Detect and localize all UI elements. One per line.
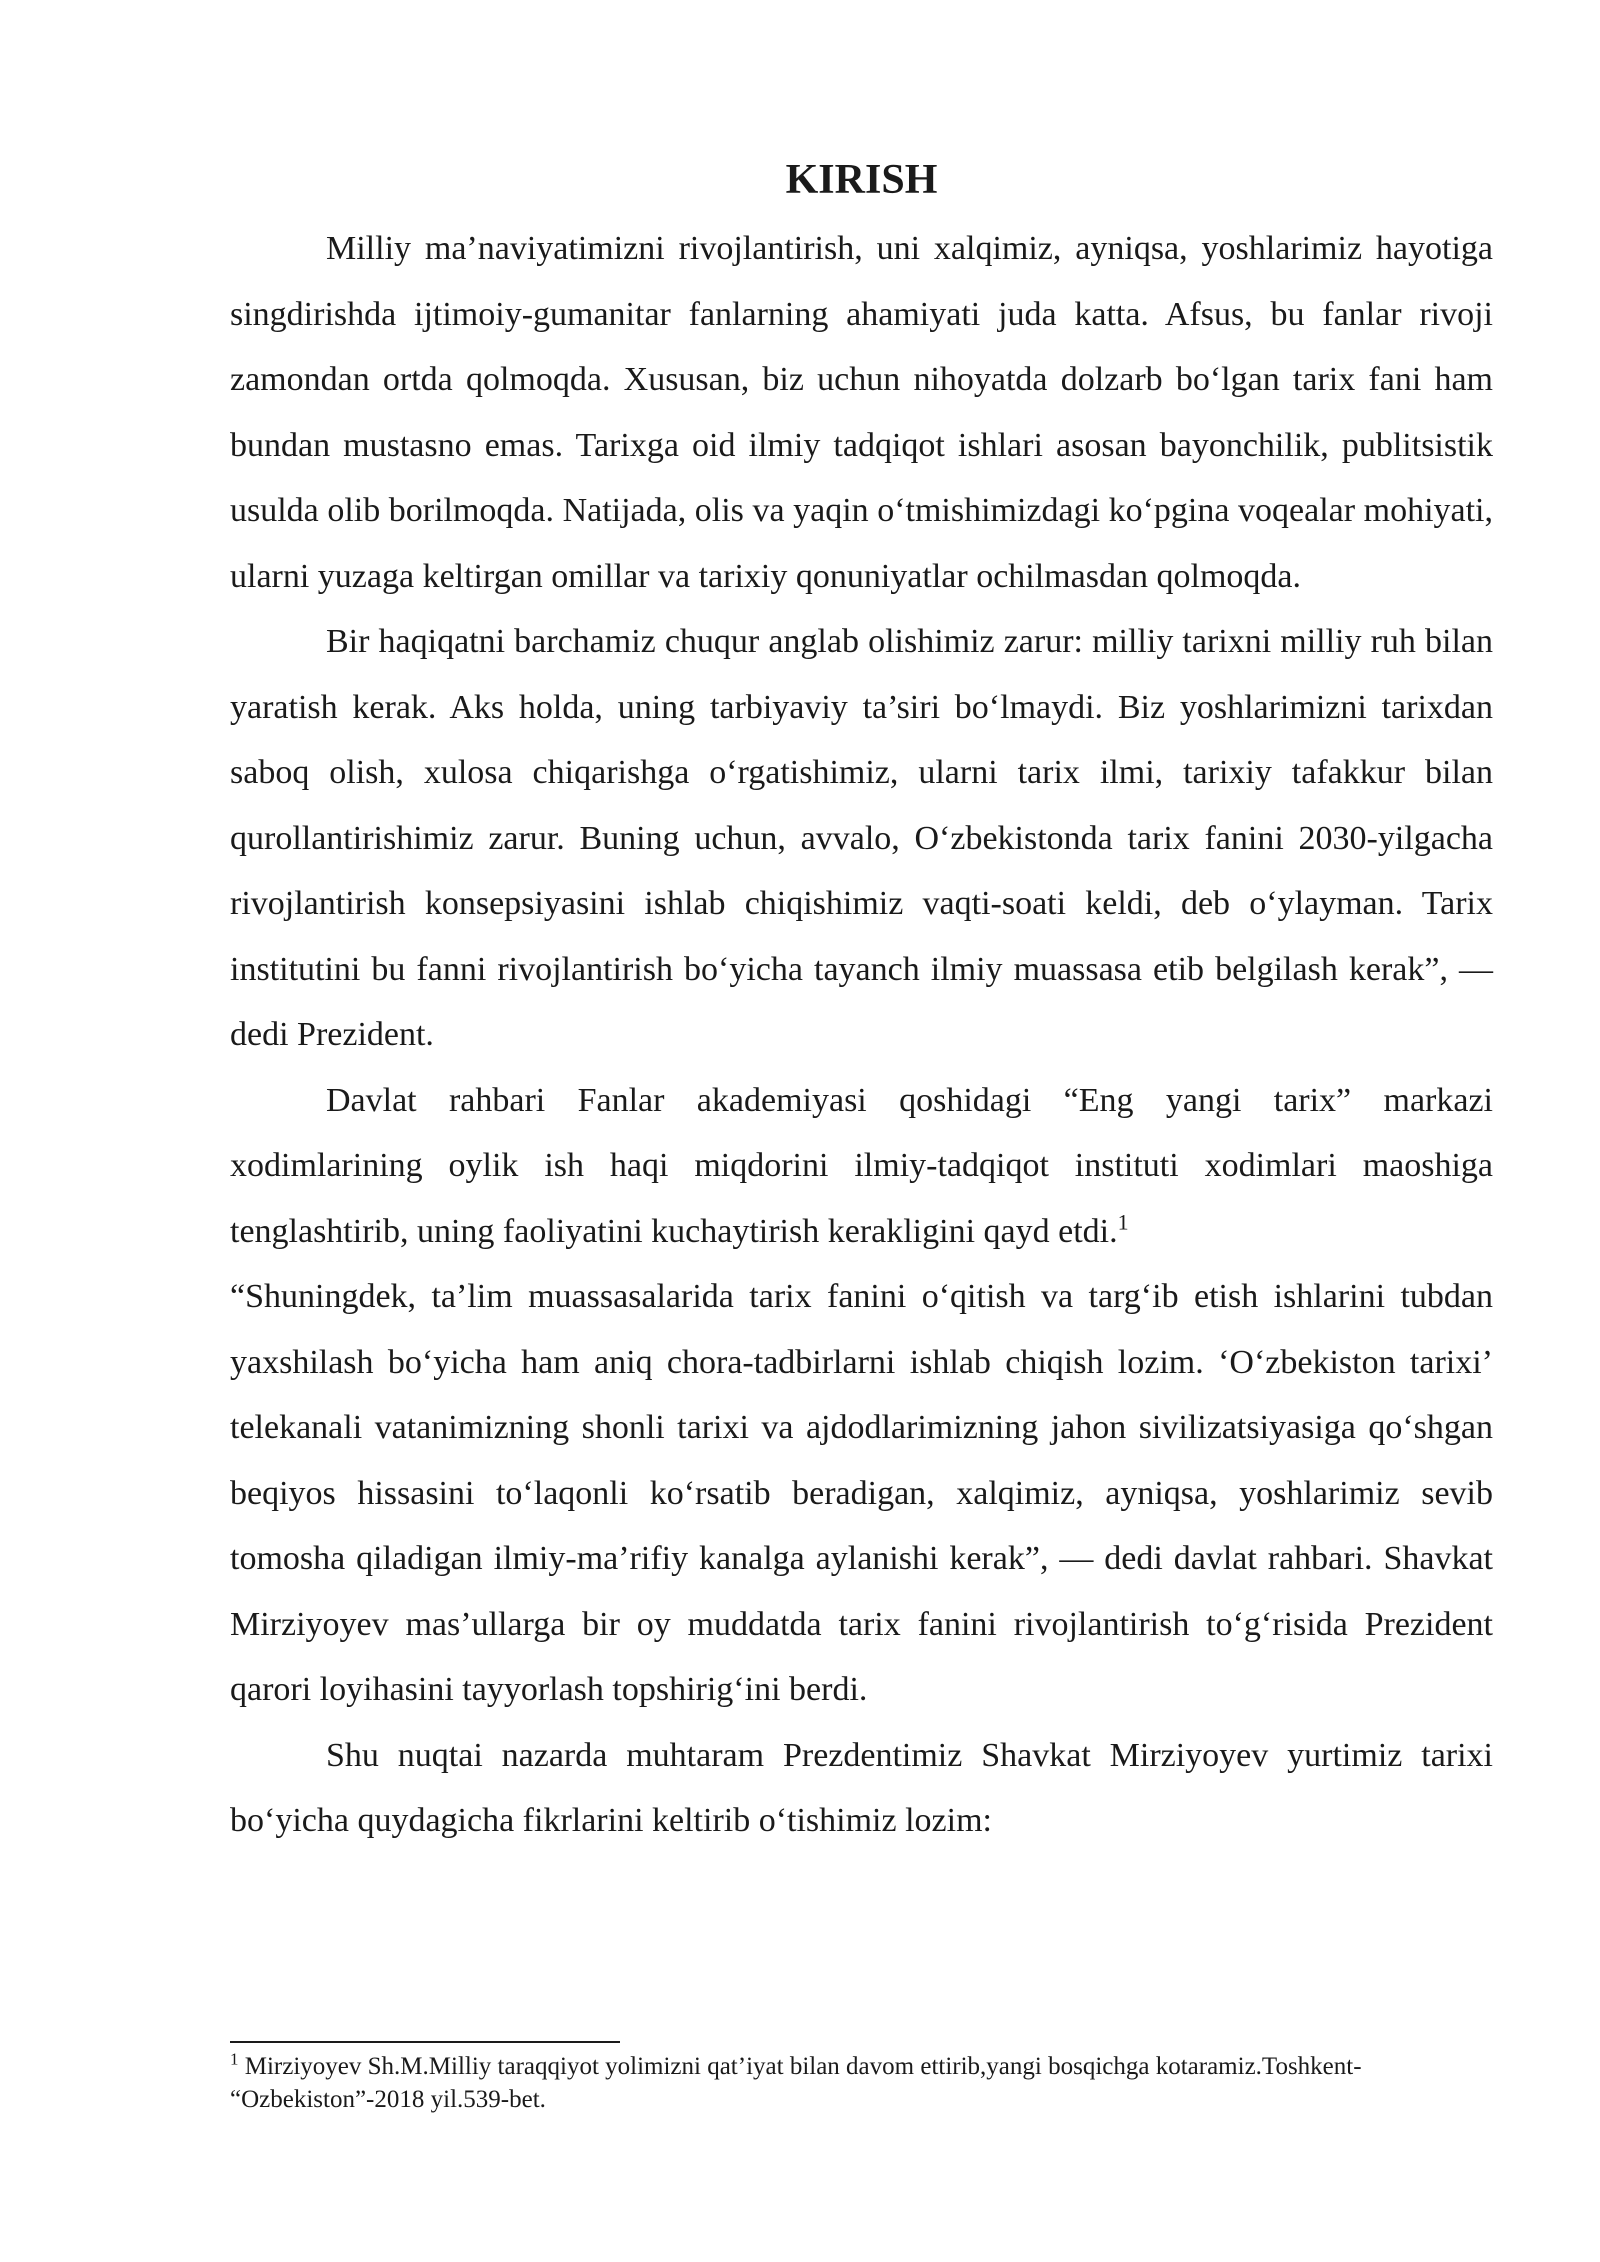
paragraph-2: Bir haqiqatni barchamiz chuqur anglab olishimiz zarur: milliy tarixni milliy ruh bilan yaratish kerak. Aks holda, uning tarbiyaviy ta’siri bo‘lmaydi. Biz yoshlarimizni tarixdan saboq olish, xulosa chiqarishga o‘rgatishimiz, ularni tarix ilmi, tarixiy tafakkur bilan qurollantirishimiz zarur. Buning uchun, avvalo, O‘zbekistonda tarix fanini 2030-yilgacha rivojlantirish konsepsiyasini ishlab chiqishimiz vaqti-soati keldi, deb o‘ylayman. Tarix institutini bu fanni rivojlantirish bo‘yicha tayanch ilmiy muassasa etib belgilash kerak”, — dedi Prezident.: [230, 623, 1493, 1053]
document-body: [230, 150, 1493, 1854]
page-title: KIRISH: [785, 157, 938, 203]
footnote-separator: [230, 2041, 620, 2043]
paragraph-1: Milliy ma’naviyatimizni rivojlantirish, uni xalqimiz, ayniqsa, yoshlarimiz hayotiga singdirishda ijtimoiy-gumanitar fanlarning ahamiyati juda katta. Afsus, bu fanlar rivoji zamondan ortda qolmoqda. Xususan, biz uchun nihoyatda dolzarb bo‘lgan tarix fani ham bundan mustasno emas. Tarixga oid ilmiy tadqiqot ishlari asosan bayonchilik, publitsistik usulda olib borilmoqda. Natijada, olis va yaqin o‘tmishimizdagi ko‘pgina voqealar mohiyati, ularni yuzaga keltirgan omillar va tarixiy qonuniyatlar ochilmasdan qolmoqda.: [230, 230, 1493, 595]
footnote-mark: 1: [230, 2049, 239, 2069]
paragraph-3-text: Davlat rahbari Fanlar akademiyasi qoshidagi “Eng yangi tarix” markazi xodimlarining oylik ish haqi miqdorini ilmiy-tadqiqot instituti xodimlari maoshiga tenglashtirib, uning faoliyatini kuchaytirish kerakligini qayd etdi.: [230, 1081, 1493, 1250]
paragraph-5: Shu nuqtai nazarda muhtaram Prezdentimiz Shavkat Mirziyoyev yurtimiz tarixi bo‘yicha quydagicha fikrlarini keltirib o‘tishimiz lozim:: [230, 1736, 1493, 1839]
footnote-reference[interactable]: 1: [1117, 1209, 1129, 1235]
footnote-text: Mirziyoyev Sh.M.Milliy taraqqiyot yolimizni qat’iyat bilan davom ettirib,yangi bosqichga kotaramiz.Toshkent- “Ozbekiston”-2018 yil.539-bet.: [230, 2053, 1362, 2113]
footnote: [230, 2050, 1493, 2116]
paragraph-4: “Shuningdek, ta’lim muassasalarida tarix fanini o‘qitish va targ‘ib etish ishlarini tubdan yaxshilash bo‘yicha ham aniq chora-tadbirlarni ishlab chiqish lozim. ‘O‘zbekiston tarixi’ telekanali vatanimizning shonli tarixi va ajdodlarimizning jahon sivilizatsiyasiga qo‘shgan beqiyos hissasini to‘laqonli ko‘rsatib beradigan, xalqimiz, ayniqsa, yoshlarimiz sevib tomosha qiladigan ilmiy-ma’rifiy kanalga aylanishi kerak”, — dedi davlat rahbari. Shavkat Mirziyoyev mas’ullarga bir oy muddatda tarix fanini rivojlantirish to‘g‘risida Prezident qarori loyihasini tayyorlash topshirig‘ini berdi.: [230, 1278, 1493, 1708]
paragraph-3: [230, 1068, 1493, 1265]
